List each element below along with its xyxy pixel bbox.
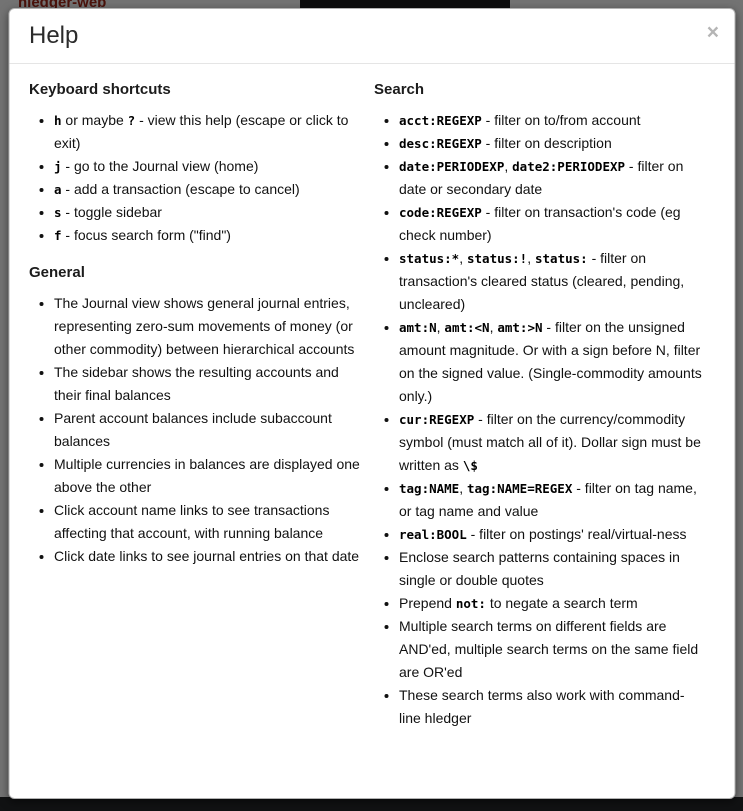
code-term: amt:<N: [444, 319, 490, 335]
code-term: not:: [455, 595, 486, 611]
list-item: • s - toggle sidebar: [54, 201, 360, 224]
list-item: • tag:NAME, tag:NAME=REGEX - filter on tag name, or tag name and value: [399, 477, 705, 523]
code-term: amt:>N: [497, 319, 543, 335]
list-item: • Click date links to see journal entries on that date: [54, 545, 360, 568]
code-term: ?: [127, 112, 136, 128]
modal-header: [9, 9, 734, 64]
code-term: a: [54, 181, 62, 197]
list-item: • code:REGEXP - filter on transaction's code (eg check number): [399, 201, 705, 247]
code-term: acct:REGEXP: [399, 112, 482, 128]
list-item: • j - go to the Journal view (home): [54, 155, 360, 178]
list-item: • a - add a transaction (escape to cancel): [54, 178, 360, 201]
help-modal: [8, 8, 735, 799]
left-column: [29, 78, 374, 738]
code-term: date:PERIODEXP: [399, 158, 505, 174]
code-term: h: [54, 112, 62, 128]
help-list: [29, 109, 360, 247]
list-item: • These search terms also work with command-line hledger: [399, 684, 705, 730]
code-term: tag:NAME: [399, 480, 460, 496]
list-item: • cur:REGEXP - filter on the currency/commodity symbol (must match all of it). Dollar sign must be written as \$: [399, 408, 705, 477]
code-term: desc:REGEXP: [399, 135, 482, 151]
code-term: tag:NAME=REGEX: [467, 480, 573, 496]
list-item: • Click account name links to see transactions affecting that account, with running balance: [54, 499, 360, 545]
list-item: • date:PERIODEXP, date2:PERIODEXP - filter on date or secondary date: [399, 155, 705, 201]
list-item: • acct:REGEXP - filter on to/from account: [399, 109, 705, 132]
list-item: • status:*, status:!, status: - filter on transaction's cleared status (cleared, pending, uncleared): [399, 247, 705, 316]
close-icon[interactable]: ×: [706, 21, 719, 44]
list-item: • Multiple search terms on different fields are AND'ed, multiple search terms on the same field are OR'ed: [399, 615, 705, 684]
list-item: • Prepend not: to negate a search term: [399, 592, 705, 615]
help-list: [29, 292, 360, 568]
modal-title: Help: [29, 22, 79, 49]
code-term: real:BOOL: [399, 526, 467, 542]
code-term: code:REGEXP: [399, 204, 482, 220]
section-heading: Keyboard shortcuts: [29, 80, 171, 98]
right-column: [374, 78, 719, 738]
list-item: • Parent account balances include subaccount balances: [54, 407, 360, 453]
code-term: status:!: [467, 250, 528, 266]
modal-body: [9, 64, 734, 753]
list-item: • real:BOOL - filter on postings' real/virtual-ness: [399, 523, 705, 546]
code-term: status:: [535, 250, 588, 266]
list-item: • amt:N, amt:<N, amt:>N - filter on the unsigned amount magnitude. Or with a sign before N, filter on the signed value. (Single-commodity amounts only.): [399, 316, 705, 408]
section-heading: General: [29, 263, 85, 281]
list-item: • f - focus search form ("find"): [54, 224, 360, 247]
list-item: • h or maybe ? - view this help (escape or click to exit): [54, 109, 360, 155]
list-item: • Enclose search patterns containing spaces in single or double quotes: [399, 546, 705, 592]
help-list: [374, 109, 705, 730]
code-term: s: [54, 204, 62, 220]
list-item: • Multiple currencies in balances are displayed one above the other: [54, 453, 360, 499]
code-term: \$: [462, 457, 478, 473]
list-item: • The Journal view shows general journal entries, representing zero-sum movements of money (or other commodity) between hierarchical accounts: [54, 292, 360, 361]
code-term: amt:N: [399, 319, 437, 335]
list-item: • desc:REGEXP - filter on description: [399, 132, 705, 155]
code-term: date2:PERIODEXP: [512, 158, 626, 174]
section-heading: Search: [374, 80, 425, 98]
code-term: f: [54, 227, 62, 243]
code-term: status:*: [399, 250, 460, 266]
code-term: j: [54, 158, 62, 174]
code-term: cur:REGEXP: [399, 411, 475, 427]
list-item: • The sidebar shows the resulting accounts and their final balances: [54, 361, 360, 407]
